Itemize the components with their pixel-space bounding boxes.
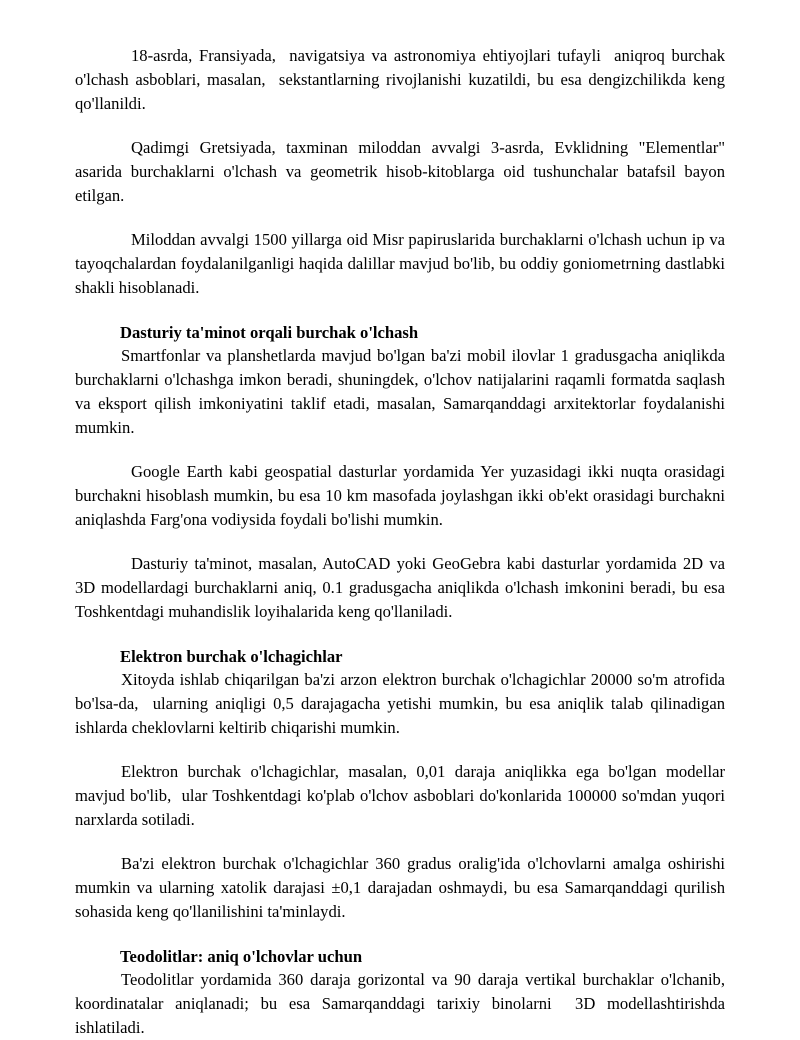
paragraph-egyptian-papyri: Miloddan avvalgi 1500 yillarga oid Misr papiruslarida burchaklarni o'lchash uchun ip va tayoqchalardan foydalanilganligi haqida dalillar mavjud bo'lib, bu oddiy goniometrning dastlabki shakli hisoblanadi. — [75, 230, 730, 297]
heading-theodolites: Teodolitlar: aniq o'lchovlar uchun — [120, 947, 363, 966]
paragraph-autocad-geogebra: Dasturiy ta'minot, masalan, AutoCAD yoki GeoGebra kabi dasturlar yordamida 2D va 3D modellardagi burchaklarni aniq, 0.1 gradusgacha aniqlikda o'lchash imkonini beradi, bu esa Toshkentdagi muhandislik loyihalarida keng qo'llaniladi. — [75, 554, 730, 621]
paragraph-sextant-history: 18-asrda, Fransiyada, navigatsiya va astronomiya ehtiyojlari tufayli aniqroq burchak o'lchash asboblari, masalan, sekstantlarning rivojlanishi kuzatildi, bu esa dengizchilikda keng qo'llanildi. — [75, 46, 730, 113]
paragraph-precision-models: Elektron burchak o'lchagichlar, masalan, 0,01 daraja aniqlikka ega bo'lgan modellar mavjud bo'lib, ular Toshkentdagi ko'plab o'lchov asboblari do'konlarida 100000 so'mdan yuqori narxlarda sotiladi. — [75, 762, 730, 829]
heading-software-measurement: Dasturiy ta'minot orqali burchak o'lchash — [120, 323, 419, 342]
paragraph-theodolite-usage: Teodolitlar yordamida 360 daraja gorizontal va 90 daraja vertikal burchaklar o'lchanib, koordinatalar aniqlanadi; bu esa Samarqanddagi tarixiy binolarni 3D modellashtirishda ishlatiladi. — [75, 970, 730, 1037]
paragraph-chinese-protractors: Xitoyda ishlab chiqarilgan ba'zi arzon elektron burchak o'lchagichlar 20000 so'm atrofida bo'lsa-da, ularning aniqligi 0,5 darajagacha yetishi mumkin, bu esa aniqlik talab qilinadigan ishlarda cheklovlarni keltirib chiqarishi mumkin. — [75, 670, 730, 737]
heading-electronic-protractors: Elektron burchak o'lchagichlar — [120, 647, 343, 666]
paragraph-360-range: Ba'zi elektron burchak o'lchagichlar 360 gradus oralig'ida o'lchovlarni amalga oshirishi mumkin va ularning xatolik darajasi ±0,1 darajadan oshmaydi, bu esa Samarqanddagi qurilish sohasida keng qo'llanilishini ta'minlaydi. — [75, 854, 730, 921]
document-page — [75, 44, 730, 1040]
paragraph-google-earth: Google Earth kabi geospatial dasturlar yordamida Yer yuzasidagi ikki nuqta orasidagi burchakni hisoblash mumkin, bu esa 10 km masofada joylashgan ikki ob'ekt orasidagi burchakni aniqlashda Farg'ona vodiysida foydali bo'lishi mumkin. — [75, 462, 730, 529]
paragraph-mobile-apps: Smartfonlar va planshetlarda mavjud bo'lgan ba'zi mobil ilovlar 1 gradusgacha aniqlikda burchaklarni o'lchashga imkon beradi, shuningdek, o'lchov natijalarini raqamli formatda saqlash va eksport qilish imkoniyatini taklif etadi, masalan, Samarqanddagi arxitektorlar foydalanishi mumkin. — [75, 346, 730, 437]
paragraph-euclid-elements: Qadimgi Gretsiyada, taxminan miloddan avvalgi 3-asrda, Evklidning "Elementlar" asarida burchaklarni o'lchash va geometrik hisob-kitoblarga oid tushunchalar batafsil bayon etilgan. — [75, 138, 730, 205]
